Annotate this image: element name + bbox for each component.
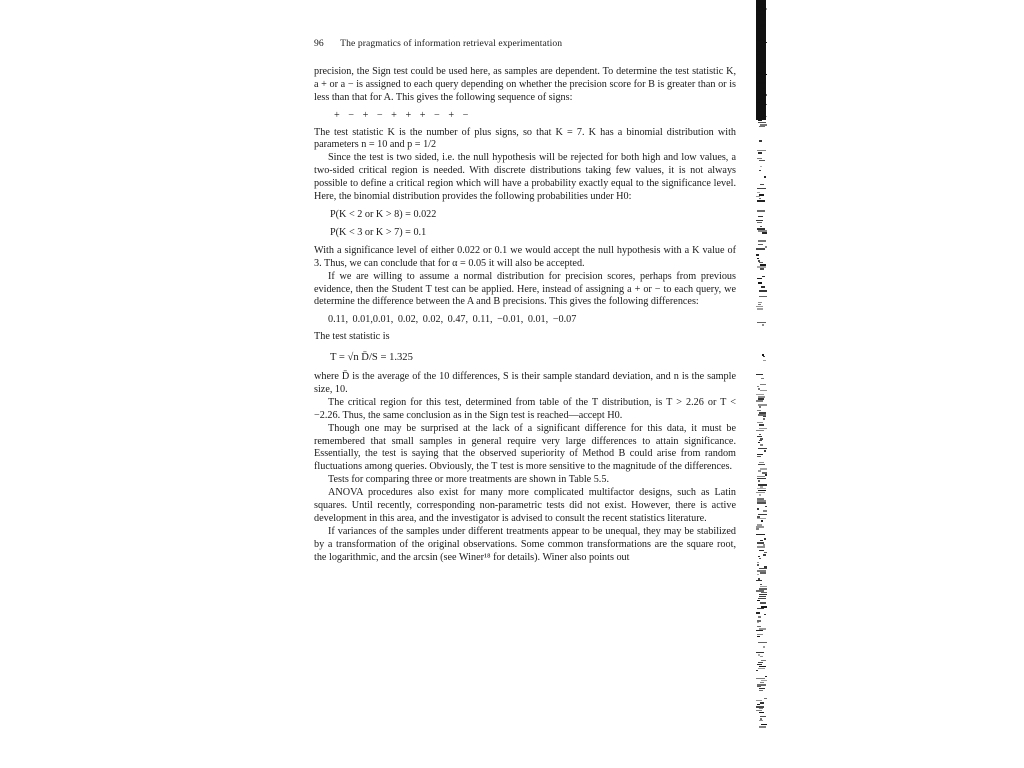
- sign-sequence: + − + − + + + − + −: [334, 109, 472, 121]
- paragraph: The test statistic K is the number of plus signs, so that K = 7. K has a binomial distribution with parameters n = 10 and p = 1/2: [314, 126, 736, 151]
- test-statistic-equation: T = √n D̄/S = 1.325: [330, 352, 413, 364]
- paragraph: where D̄ is the average of the 10 differences, S is their sample standard deviation, and n is the sample size, 10.: [314, 371, 736, 395]
- paragraph: If we are willing to assume a normal distribution for precision scores, perhaps from previous evidence, then the Student T test can be applied. Here, instead of assigning a + or − to each query, we determine the difference between the A and B precisions. This gives the following differences:: [314, 270, 736, 308]
- paragraph: precision, the Sign test could be used here, as samples are dependent. To determine the test statistic K, a + or a − is assigned to each query depending on whether the precision score for B is greater than or is less than that for A. This gives the following sequence of signs:: [314, 65, 736, 103]
- running-title: The pragmatics of information retrieval experimentation: [340, 38, 563, 49]
- paragraph: The test statistic is: [314, 331, 390, 343]
- running-header: [314, 38, 736, 51]
- paragraph: Since the test is two sided, i.e. the null hypothesis will be rejected for both high and low values, a two-sided critical region is needed. With discrete distributions taking few values, it is not always possible to define a critical region which will have a probability exactly equal to the significance level. Here, the binomial distribution provides the following probabilities under H0:: [314, 152, 736, 203]
- paragraph: With a significance level of either 0.022 or 0.1 we would accept the null hypothesis with a K value of 3. Thus, we can conclude that for α = 0.05 it will also be accepted.: [314, 244, 736, 269]
- paragraph: ANOVA procedures also exist for many more complicated multifactor designs, such as Latin squares. Until recently, corresponding non-parametric tests did not exist. However, there is active development in this area, and the investigator is advised to consult the recent statistics literature.: [314, 487, 736, 524]
- book-page: [314, 38, 736, 565]
- difference-list: 0.11, 0.01,0.01, 0.02, 0.02, 0.47, 0.11, −0.01, 0.01, −0.07: [328, 314, 577, 326]
- paragraph: Though one may be surprised at the lack of a significant difference for this data, it must be remembered that small samples in general require very large differences to attain significance. Essentially, the test is saying that the observed superiority of Method B could arise from random fluctuations among queries. Obviously, the T test is more sensitive to the magnitude of the differences.: [314, 422, 736, 473]
- paragraph: The critical region for this test, determined from table of the T distribution, is T > 2.26 or T < −2.26. Thus, the same conclusion as in the Sign test is reached—accept H0.: [314, 396, 736, 421]
- paragraph: Tests for comparing three or more treatments are shown in Table 5.5.: [328, 474, 609, 486]
- scan-edge-graphic: [756, 0, 768, 728]
- body-text: [314, 66, 736, 565]
- probability-equation: P(K < 2 or K > 8) = 0.022: [330, 208, 437, 220]
- page-number: 96: [314, 38, 324, 49]
- paragraph: If variances of the samples under different treatments appear to be unequal, they may be stabilized by a transformation of the original observations. Some common transformations are the square root, the logarithmic, and the arcsin (see Winer¹⁸ for details). Winer also points out: [314, 525, 736, 563]
- probability-equation: P(K < 3 or K > 7) = 0.1: [330, 226, 427, 238]
- scan-edge-artifact: [756, 0, 768, 728]
